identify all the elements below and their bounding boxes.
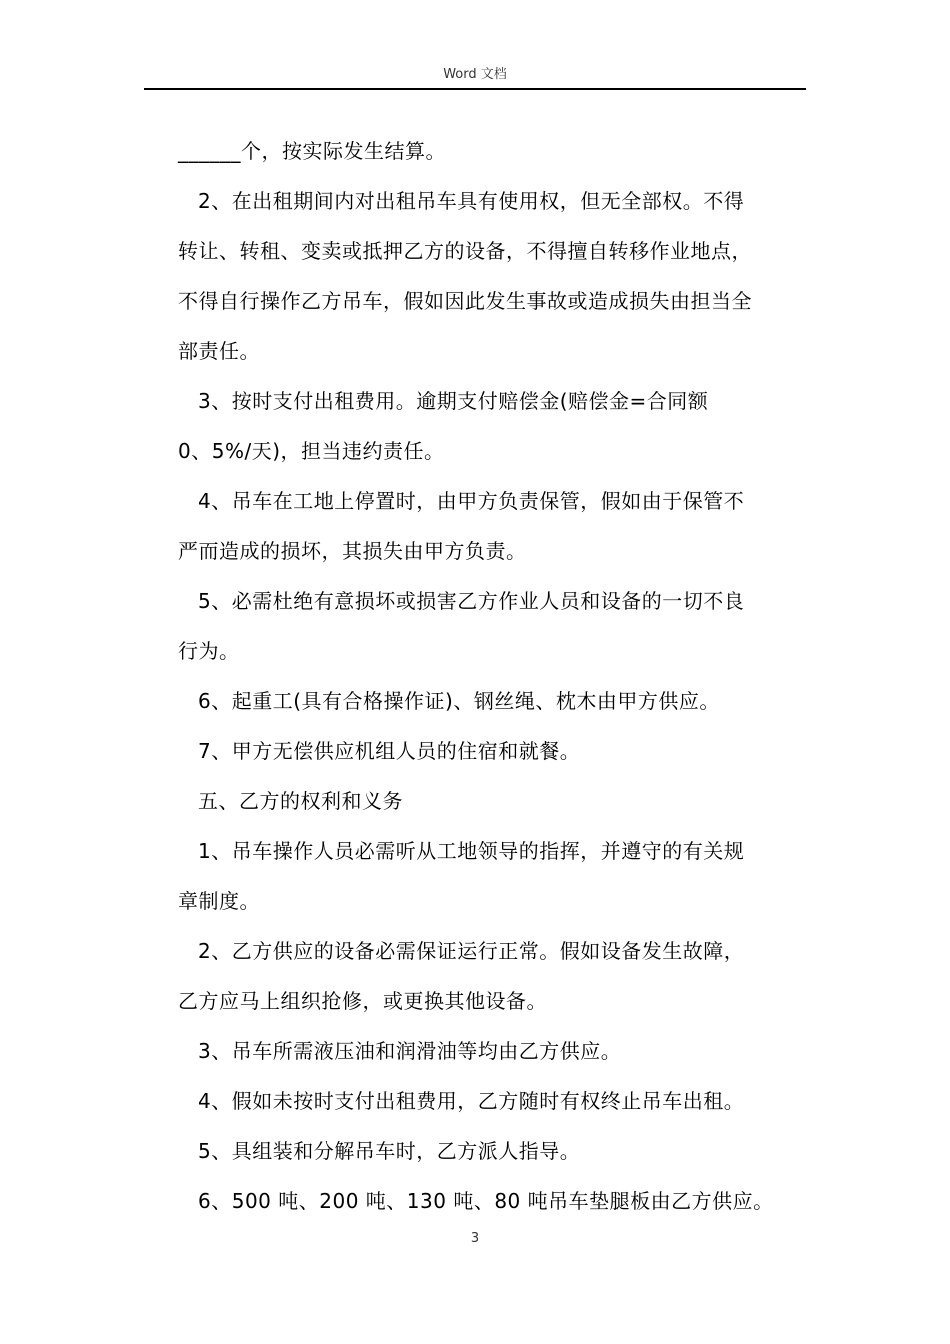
page-number [0, 1229, 950, 1249]
paragraph: 章制度。 [178, 889, 260, 913]
paragraph: 6、起重工(具有合格操作证)、钢丝绳、枕木由甲方供应。 [198, 689, 720, 713]
header-title: Word 文档 [443, 67, 507, 82]
paragraph: 4、假如未按时支付出租费用，乙方随时有权终止吊车出租。 [198, 1089, 745, 1113]
page-number-text: 3 [470, 1231, 480, 1246]
paragraph: 不得自行操作乙方吊车，假如因此发生事故或造成损失由担当全 [178, 289, 752, 313]
paragraph: 1、吊车操作人员必需听从工地领导的指挥，并遵守的有关规 [198, 839, 745, 863]
paragraph: 2、在出租期间内对出租吊车具有使用权，但无全部权。不得 [198, 189, 745, 213]
paragraph: 转让、转租、变卖或抵押乙方的设备，不得擅自转移作业地点， [178, 239, 752, 263]
page-header [144, 62, 806, 90]
paragraph: 3、吊车所需液压油和润滑油等均由乙方供应。 [198, 1039, 622, 1063]
paragraph: 4、吊车在工地上停置时，由甲方负责保管，假如由于保管不 [198, 489, 745, 513]
paragraph: 6、500 吨、200 吨、130 吨、80 吨吊车垫腿板由乙方供应。 [198, 1189, 774, 1213]
paragraph: 7、甲方无偿供应机组人员的住宿和就餐。 [198, 739, 581, 763]
paragraph: 2、乙方供应的设备必需保证运行正常。假如设备发生故障， [198, 939, 745, 963]
paragraph: 5、具组装和分解吊车时，乙方派人指导。 [198, 1139, 581, 1163]
section-heading: 五、乙方的权利和义务 [198, 789, 403, 813]
paragraph: 乙方应马上组织抢修，或更换其他设备。 [178, 989, 547, 1013]
paragraph: 0、5%/天)，担当违约责任。 [178, 439, 445, 463]
paragraph: 严而造成的损坏，其损失由甲方负责。 [178, 539, 527, 563]
paragraph: 行为。 [178, 639, 240, 663]
paragraph: ______个，按实际发生结算。 [178, 139, 446, 163]
paragraph: 部责任。 [178, 339, 260, 363]
paragraph: 5、必需杜绝有意损坏或损害乙方作业人员和设备的一切不良 [198, 589, 745, 613]
document-body [178, 126, 808, 1226]
paragraph: 3、按时支付出租费用。逾期支付赔偿金(赔偿金=合同额 [198, 389, 709, 413]
